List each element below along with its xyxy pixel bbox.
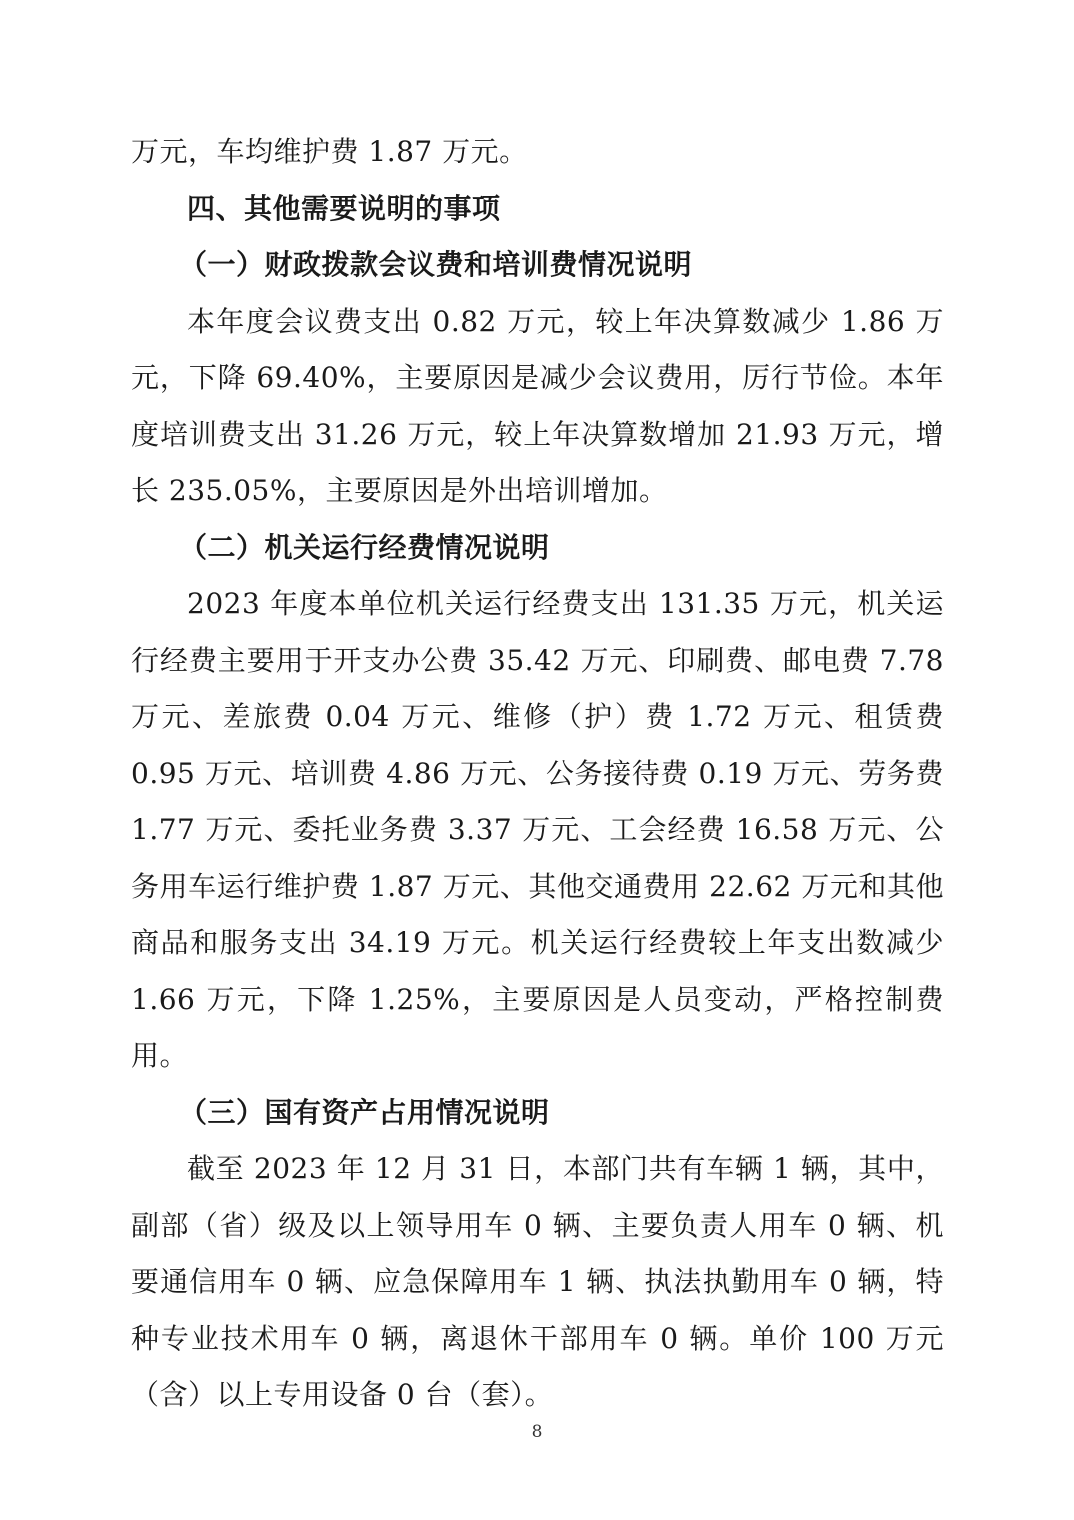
subsection-three-heading: （三）国有资产占用情况说明 <box>179 1095 550 1129</box>
subsection-three-paragraph: 截至 2023 年 12 月 31 日，本部门共有车辆 1 辆，其中，副部（省）级及以上领导用车 0 辆、主要负责人用车 0 辆、机要通信用车 0 辆、应急保障用车 1 辆、执法执勤用车 0 辆，特种专业技术用车 0 辆，离退休干部用车 0 辆。单价 100 万元（含）以上专用设备 0 台（套）。 <box>131 1152 944 1411</box>
page-number: 8 <box>531 1422 543 1442</box>
section-four-heading: 四、其他需要说明的事项 <box>187 191 501 225</box>
subsection-two-paragraph: 2023 年度本单位机关运行经费支出 131.35 万元，机关运行经费主要用于开支办公费 35.42 万元、印刷费、邮电费 7.78 万元、差旅费 0.04 万元、维修（护）费 1.72 万元、租赁费 0.95 万元、培训费 4.86 万元、公务接待费 0.19 万元、劳务费 1.77 万元、委托业务费 3.37 万元、工会经费 16.58 万元、公务用车运行维护费 1.87 万元、其他交通费用 22.62 万元和其他商品和服务支出 34.19 万元。机关运行经费较上年支出数减少 1.66 万元，下降 1.25%，主要原因是人员变动，严格控制费用。 <box>131 587 944 1072</box>
document-page <box>131 124 944 1424</box>
lead-fragment-paragraph: 万元，车均维护费 1.87 万元。 <box>131 135 528 168</box>
subsection-one-paragraph: 本年度会议费支出 0.82 万元，较上年决算数减少 1.86 万元，下降 69.40%，主要原因是减少会议费用，厉行节俭。本年度培训费支出 31.26 万元，较上年决算数增加 21.93 万元，增长 235.05%，主要原因是外出培训增加。 <box>131 304 944 507</box>
subsection-one-heading: （一）财政拨款会议费和培训费情况说明 <box>179 248 693 281</box>
subsection-two-heading: （二）机关运行经费情况说明 <box>179 530 550 564</box>
